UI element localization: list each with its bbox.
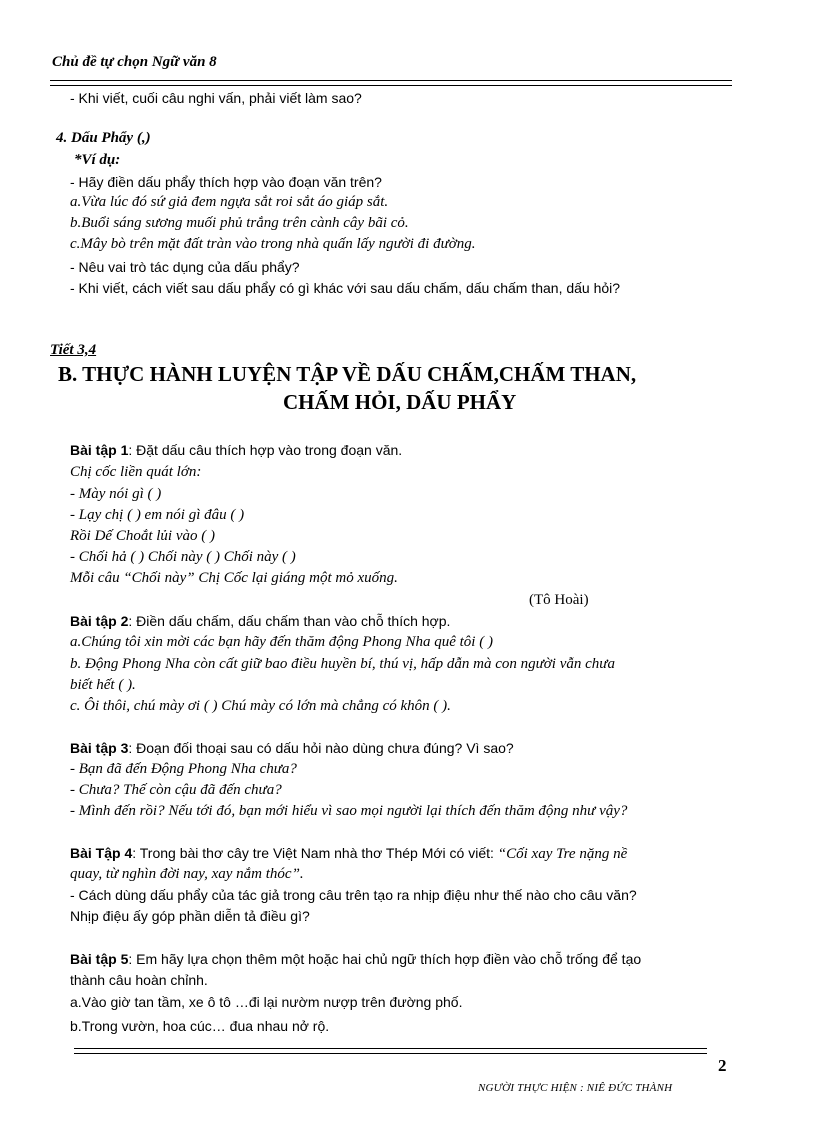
exercise-3-text: : Đoạn đối thoại sau có dấu hỏi nào dùng chưa đúng? Vì sao? <box>128 740 514 756</box>
exercise-3-line2: - Chưa? Thế còn cậu đã đến chưa? <box>70 782 282 798</box>
example-a: a.Vừa lúc đó sứ giả đem ngựa sắt roi sắt áo giáp sắt. <box>70 194 389 210</box>
exercise-1-author: (Tô Hoài) <box>529 592 589 608</box>
exercise-2-label: Bài tập 2 <box>70 613 129 629</box>
exercise-2-prompt <box>70 612 450 630</box>
exercise-4-prompt <box>70 844 627 863</box>
header-divider <box>50 80 732 86</box>
exercise-5-line2: thành câu hoàn chỉnh. <box>70 972 208 988</box>
exercise-4-label: Bài Tập 4 <box>70 845 133 861</box>
exercise-2-c: c. Ôi thôi, chú mày ơi ( ) Chú mày có lớn mà chẳng có khôn ( ). <box>70 698 451 714</box>
exercise-1-line3: - Lạy chị ( ) em nói gì đâu ( ) <box>70 507 245 523</box>
tiet-label: Tiết 3,4 <box>50 342 97 358</box>
example-b: b.Buổi sáng sương muối phủ trắng trên cành cây bãi cỏ. <box>70 215 409 231</box>
exercise-4-line4: Nhịp điệu ấy góp phần diễn tả điều gì? <box>70 908 310 924</box>
exercise-4-quote-end: quay, từ nghìn đời nay, xay nắm thóc”. <box>70 866 304 882</box>
exercise-5-a: a.Vào giờ tan tầm, xe ô tô …đi lại nườm nượp trên đường phố. <box>70 994 463 1010</box>
section-b-title-line1: B. THỰC HÀNH LUYỆN TẬP VỀ DẤU CHẤM,CHẤM THAN, <box>58 362 637 386</box>
exercise-1-line2: - Mày nói gì ( ) <box>70 486 162 502</box>
exercise-4-text: : Trong bài thơ cây tre Việt Nam nhà thơ Thép Mới có viết: <box>132 845 494 861</box>
vidu-label: *Ví dụ: <box>74 152 121 168</box>
exercise-5-b: b.Trong vườn, hoa cúc… đua nhau nở rộ. <box>70 1018 330 1034</box>
exercise-2-b-line1: b. Động Phong Nha còn cất giữ bao điều huyền bí, thú vị, hấp dẫn mà con người vẫn chưa <box>70 656 615 672</box>
exercise-1-line1: Chị cốc liền quát lớn: <box>70 464 202 480</box>
exercise-1-prompt <box>70 441 402 459</box>
exercise-1-label: Bài tập 1 <box>70 442 129 458</box>
exercise-2-a: a.Chúng tôi xin mời các bạn hãy đến thăm động Phong Nha quê tôi ( ) <box>70 634 493 650</box>
exercise-1-line5: - Chối hả ( ) Chối này ( ) Chối này ( ) <box>70 549 296 565</box>
example-c: c.Mây bò trên mặt đất tràn vào trong nhà quấn lấy người đi đường. <box>70 236 476 252</box>
exercise-3-label: Bài tập 3 <box>70 740 129 756</box>
exercise-4-quote-start: “Cối xay Tre nặng nề <box>497 846 628 862</box>
question-role: - Nêu vai trò tác dụng của dấu phẩy? <box>70 259 300 275</box>
exercise-5-label: Bài tập 5 <box>70 951 129 967</box>
page-number: 2 <box>718 1056 727 1075</box>
exercise-1-text: : Đặt dấu câu thích hợp vào trong đoạn văn. <box>128 442 403 458</box>
exercise-1-line6: Mỗi câu “Chối này” Chị Cốc lại giáng một mỏ xuống. <box>70 570 398 586</box>
footer-author: NGƯỜI THỰC HIỆN : NIÊ ĐỨC THÀNH <box>478 1082 673 1094</box>
exercise-1-line4: Rồi Dế Choắt lủi vào ( ) <box>70 528 215 544</box>
exercise-4-line3: - Cách dùng dấu phẩy của tác giả trong câu trên tạo ra nhịp điệu như thế nào cho câu văn? <box>70 887 637 903</box>
header-title: Chủ đề tự chọn Ngữ văn 8 <box>52 54 217 70</box>
section-b-title-line2: CHẤM HỎI, DẤU PHẨY <box>283 390 517 414</box>
exercise-2-text: : Điền dấu chấm, dấu chấm than vào chỗ thích hợp. <box>128 613 451 629</box>
question-writing: - Khi viết, cách viết sau dấu phẩy có gì khác với sau dấu chấm, dấu chấm than, dấu hỏi? <box>70 280 621 296</box>
exercise-2-b-line2: biết hết ( ). <box>70 677 136 693</box>
exercise-3-prompt <box>70 739 514 757</box>
exercise-5-text: : Em hãy lựa chọn thêm một hoặc hai chủ ngữ thích hợp điền vào chỗ trống để tạo <box>128 951 642 967</box>
task-line: - Hãy điền dấu phẩy thích hợp vào đoạn văn trên? <box>70 174 382 190</box>
exercise-3-line3: - Mình đến rồi? Nếu tới đó, bạn mới hiểu vì sao mọi người lại thích đến thăm động như vậy? <box>70 803 628 819</box>
heading-4: 4. Dấu Phẩy (,) <box>56 130 151 146</box>
footer-divider <box>74 1048 707 1054</box>
exercise-3-line1: - Bạn đã đến Động Phong Nha chưa? <box>70 761 297 777</box>
question-end-line: - Khi viết, cuối câu nghi vấn, phải viết làm sao? <box>70 90 362 106</box>
exercise-5-prompt <box>70 950 641 968</box>
